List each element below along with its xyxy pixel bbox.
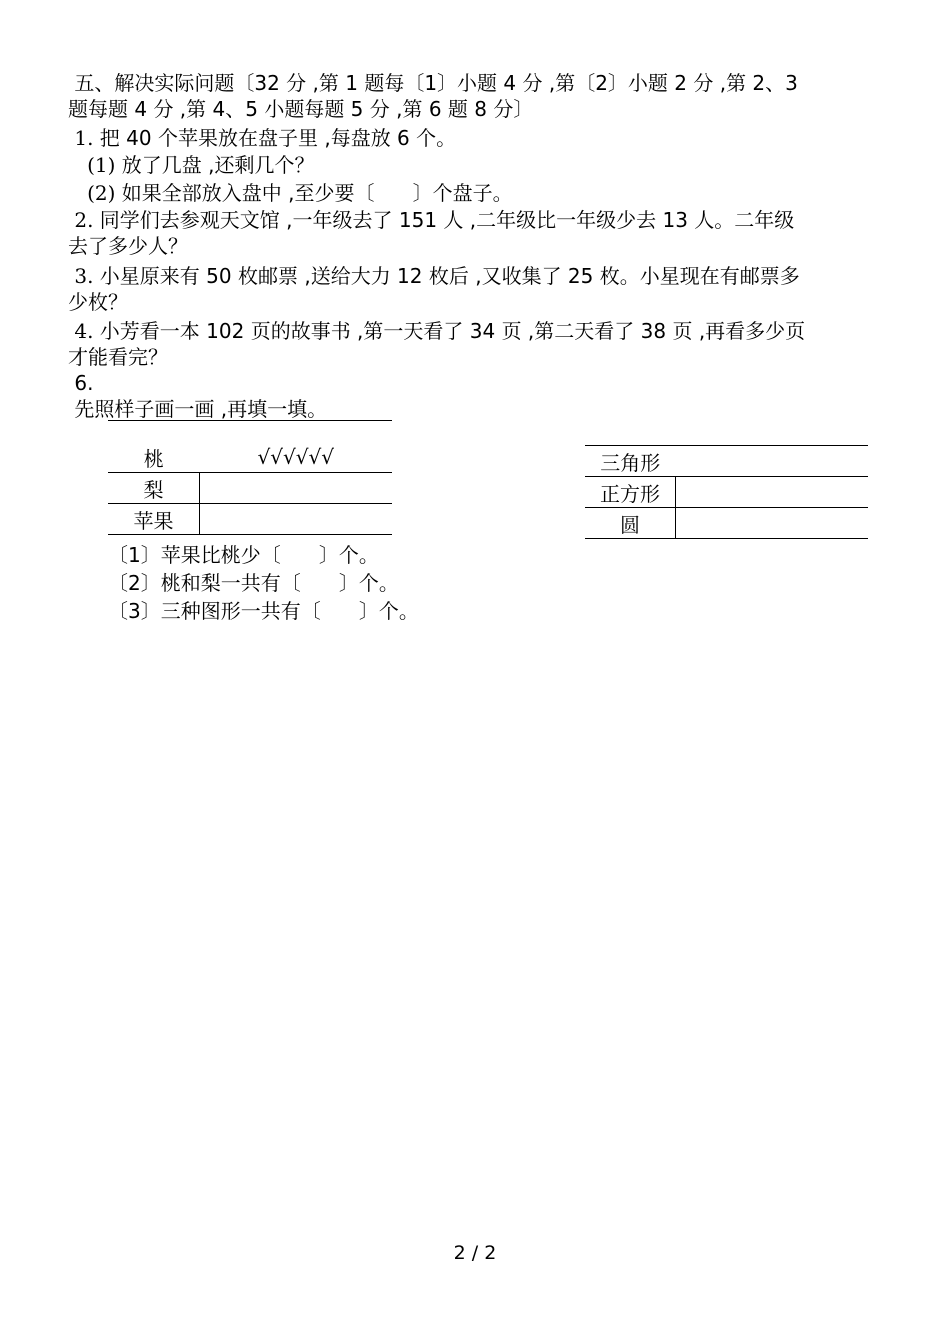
question-6-sub-3: 〔3〕三种图形一共有〔 〕个。 <box>108 599 419 623</box>
fruit-value-peach: √√√√√√ <box>200 442 393 473</box>
shape-value-triangle[interactable] <box>676 446 869 477</box>
table-row <box>585 508 868 539</box>
question-3-line-1 <box>68 263 884 289</box>
question-1-sub-1 <box>68 152 884 178</box>
question-1 <box>68 125 884 151</box>
shape-value-circle[interactable] <box>676 508 869 539</box>
table-row <box>108 473 392 504</box>
question-1-sub-1-number: (1) <box>68 153 116 177</box>
question-1-sub-2 <box>68 180 884 206</box>
fruit-value-apple[interactable] <box>200 504 393 535</box>
question-6-sub-2: 〔2〕桃和梨一共有〔 〕个。 <box>108 571 399 595</box>
instruction-underline <box>108 420 392 421</box>
question-2-number: 2. <box>68 208 94 232</box>
question-1-sub-2-text: 如果全部放入盘中 ,至少要〔 〕个盘子。 <box>115 181 513 205</box>
question-2-line-2: 去了多少人？ <box>68 234 188 258</box>
shape-label-circle: 圆 <box>585 508 676 539</box>
section-header-line-2: 题每题 4 分 ,第 4、5 小题每题 5 分 ,第 6 题 8 分〕 <box>68 97 534 121</box>
shape-label-triangle: 三角形 <box>585 446 676 477</box>
section-header-line-1: 五、解决实际问题〔32 分 ,第 1 题每〔1〕小题 4 分 ,第〔2〕小题 2 分 ,第 2、3 <box>68 71 798 95</box>
fruit-value-pear[interactable] <box>200 473 393 504</box>
question-1-sub-2-number: (2) <box>68 181 116 205</box>
table-row <box>585 477 868 508</box>
question-4-line-2: 才能看完？ <box>68 345 168 369</box>
page-number: 2 / 2 <box>453 1242 497 1264</box>
table-row <box>108 504 392 535</box>
question-6-instruction: 先照样子画一画 ,再填一填。 <box>68 397 328 421</box>
table-row <box>585 446 868 477</box>
question-6-number: 6. <box>68 371 94 395</box>
fruit-label-pear: 梨 <box>108 473 200 504</box>
table-row <box>108 442 392 473</box>
question-1-sub-1-text: 放了几盘 ,还剩几个？ <box>115 153 315 177</box>
fruit-label-apple: 苹果 <box>108 504 200 535</box>
question-4-text-1: 小芳看一本 102 页的故事书 ,第一天看了 34 页 ,第二天看了 38 页 ,再看多少页 <box>93 319 806 343</box>
fruit-table <box>108 442 392 535</box>
question-4-number: 4. <box>68 319 94 343</box>
shape-value-square[interactable] <box>676 477 869 508</box>
shape-label-square: 正方形 <box>585 477 676 508</box>
question-3-number: 3. <box>68 264 94 288</box>
question-1-number: 1. <box>68 126 94 150</box>
question-4-line-1 <box>68 318 884 344</box>
question-6-sub-1: 〔1〕苹果比桃少〔 〕个。 <box>108 543 379 567</box>
question-2-text-1: 同学们去参观天文馆 ,一年级去了 151 人 ,二年级比一年级少去 13 人。二年级 <box>93 208 795 232</box>
shape-table <box>585 445 868 539</box>
question-1-text: 把 40 个苹果放在盘子里 ,每盘放 6 个。 <box>93 126 457 150</box>
question-3-text-1: 小星原来有 50 枚邮票 ,送给大力 12 枚后 ,又收集了 25 枚。小星现在有邮票多 <box>93 264 800 288</box>
question-2-line-1 <box>68 207 884 233</box>
fruit-label-peach: 桃 <box>108 442 200 473</box>
question-3-line-2: 少枚？ <box>68 290 128 314</box>
